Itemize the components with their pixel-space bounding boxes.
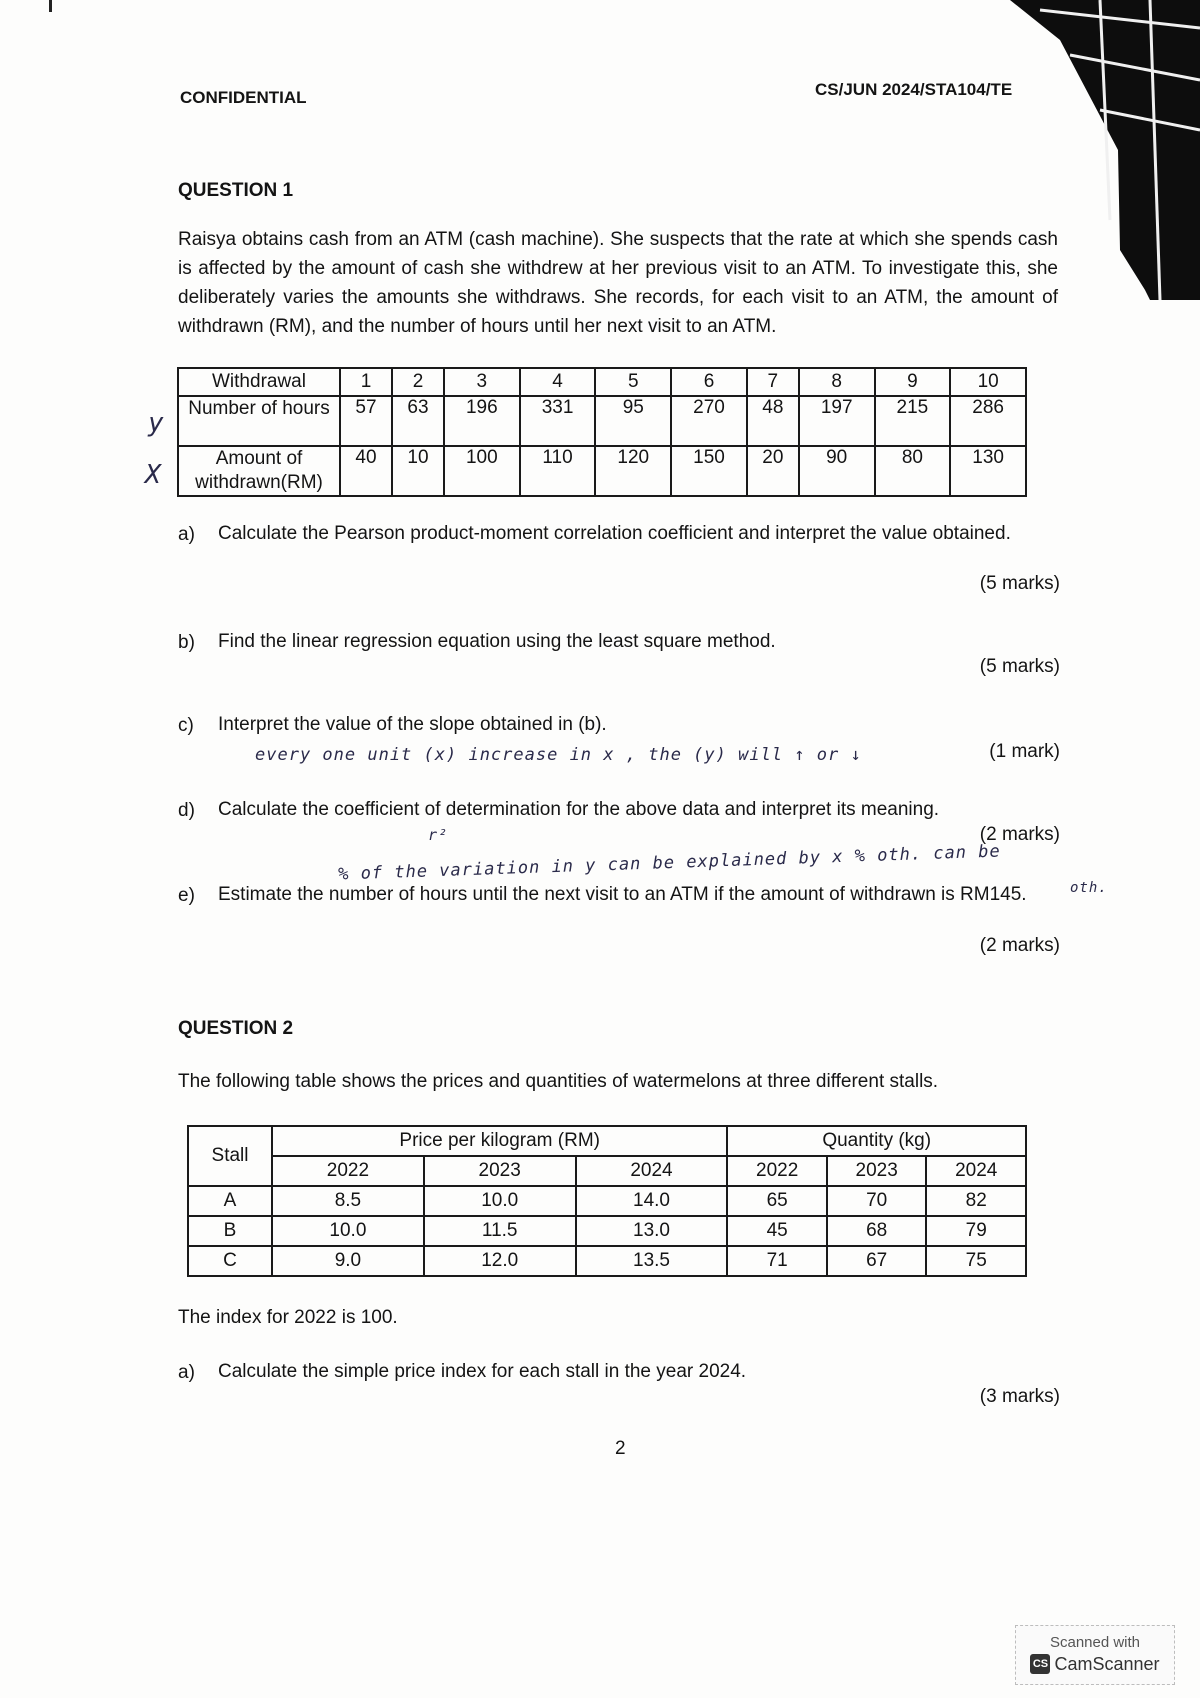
table-row: [178, 368, 1026, 396]
table-cell: 10: [392, 446, 444, 496]
table-cell: 13.0: [576, 1216, 728, 1246]
question-2-title: QUESTION 2: [178, 1018, 294, 1039]
year-header: 2023: [827, 1156, 927, 1186]
table-cell: 100: [444, 446, 520, 496]
table-cell: 130: [950, 446, 1026, 496]
part-label: e): [178, 885, 195, 906]
table-row: [188, 1186, 1026, 1216]
watermelon-table: [187, 1125, 1027, 1277]
table-cell: 196: [444, 396, 520, 446]
table-cell: 63: [392, 396, 444, 446]
q2-part-a-text: Calculate the simple price index for each stall in the year 2024.: [218, 1361, 747, 1382]
scan-mark: [49, 0, 52, 12]
part-b-marks: (5 marks): [979, 656, 1060, 677]
table-row: [188, 1246, 1026, 1276]
table-cell: 1: [340, 368, 392, 396]
table-cell: 20: [747, 446, 799, 496]
table-cell: 67: [827, 1246, 927, 1276]
part-c-marks: (1 mark): [989, 741, 1060, 762]
part-e-marks: (2 marks): [979, 935, 1060, 956]
row-header: Amount of withdrawn(RM): [178, 446, 340, 496]
year-header: 2023: [424, 1156, 576, 1186]
table-cell: 71: [727, 1246, 827, 1276]
scanner-caption: Scanned with: [1049, 1634, 1141, 1651]
table-cell: 110: [520, 446, 596, 496]
table-cell: 10: [950, 368, 1026, 396]
stall-cell: C: [188, 1246, 272, 1276]
atm-data-table: [177, 367, 1027, 497]
table-cell: 48: [747, 396, 799, 446]
table-cell: 331: [520, 396, 596, 446]
table-cell: 8: [799, 368, 875, 396]
stall-cell: B: [188, 1216, 272, 1246]
table-cell: 270: [671, 396, 747, 446]
table-cell: 5: [595, 368, 671, 396]
table-cell: 9: [875, 368, 951, 396]
table-cell: 68: [827, 1216, 927, 1246]
table-cell: 10.0: [272, 1216, 424, 1246]
paper-code: CS/JUN 2024/STA104/TE: [815, 80, 1013, 99]
table-row: [188, 1216, 1026, 1246]
part-label: a): [178, 1362, 195, 1383]
handwritten-answer-d: % of the variation in y can be explained by x % oth. can be: [337, 841, 1002, 885]
question-1-title: QUESTION 1: [178, 180, 294, 201]
row-header: Number of hours: [178, 396, 340, 446]
row-header: Withdrawal: [178, 368, 340, 396]
page-number: 2: [615, 1438, 626, 1459]
table-cell: 79: [926, 1216, 1026, 1246]
part-d-text: Calculate the coefficient of determination for the above data and interpret its meaning.: [218, 799, 940, 820]
table-row: [178, 446, 1026, 496]
part-label: b): [178, 632, 195, 653]
table-cell: 286: [950, 396, 1026, 446]
table-cell: 80: [875, 446, 951, 496]
stall-header: Stall: [188, 1126, 272, 1186]
confidential-label: CONFIDENTIAL: [180, 88, 307, 107]
table-cell: 12.0: [424, 1246, 576, 1276]
part-label: a): [178, 524, 195, 545]
table-row: [178, 396, 1026, 446]
year-header: 2022: [272, 1156, 424, 1186]
table-cell: 70: [827, 1186, 927, 1216]
table-cell: 7: [747, 368, 799, 396]
table-cell: 40: [340, 446, 392, 496]
part-e-text: Estimate the number of hours until the next visit to an ATM if the amount of withdrawn is RM145.: [218, 884, 1027, 905]
camscanner-badge: [1015, 1625, 1175, 1685]
part-c-text: Interpret the value of the slope obtained in (b).: [218, 714, 607, 735]
table-cell: 197: [799, 396, 875, 446]
scanner-brand: CamScanner: [1054, 1653, 1160, 1674]
table-cell: 150: [671, 446, 747, 496]
handwritten-r-squared: r²: [428, 826, 449, 844]
table-cell: 13.5: [576, 1246, 728, 1276]
table-cell: 8.5: [272, 1186, 424, 1216]
part-a-text: Calculate the Pearson product-moment correlation coefficient and interpret the value obtained.: [218, 523, 1011, 544]
part-label: d): [178, 800, 195, 821]
quantity-header: Quantity (kg): [727, 1126, 1026, 1156]
margin-note-y: y: [148, 408, 165, 438]
table-cell: 82: [926, 1186, 1026, 1216]
table-cell: 95: [595, 396, 671, 446]
table-cell: 215: [875, 396, 951, 446]
q2-part-a-marks: (3 marks): [979, 1386, 1060, 1407]
table-row: [188, 1126, 1026, 1156]
table-cell: 57: [340, 396, 392, 446]
price-header: Price per kilogram (RM): [272, 1126, 727, 1156]
table-cell: 3: [444, 368, 520, 396]
table-row: [188, 1156, 1026, 1186]
table-cell: 75: [926, 1246, 1026, 1276]
year-header: 2024: [926, 1156, 1026, 1186]
table-cell: 4: [520, 368, 596, 396]
part-label: c): [178, 715, 194, 736]
stall-cell: A: [188, 1186, 272, 1216]
part-a-marks: (5 marks): [979, 573, 1060, 594]
year-header: 2024: [576, 1156, 728, 1186]
year-header: 2022: [727, 1156, 827, 1186]
table-cell: 2: [392, 368, 444, 396]
table-cell: 120: [595, 446, 671, 496]
question-2-intro: The following table shows the prices and quantities of watermelons at three different stalls.: [178, 1071, 939, 1092]
part-d-marks: (2 marks): [979, 824, 1060, 845]
table-cell: 45: [727, 1216, 827, 1246]
camscanner-logo-icon: CS: [1030, 1654, 1050, 1674]
table-cell: 14.0: [576, 1186, 728, 1216]
table-cell: 11.5: [424, 1216, 576, 1246]
table-cell: 10.0: [424, 1186, 576, 1216]
margin-note-x: X: [145, 460, 162, 490]
table-cell: 90: [799, 446, 875, 496]
question-1-intro: Raisya obtains cash from an ATM (cash machine). She suspects that the rate at which she spends cash is affected by the amount of cash she withdrew at her previous visit to an ATM. To investigate this, she deliberately varies the amounts she withdraws. She records, for each visit to an ATM, the amount of withdrawn (RM), and the number of hours until her next visit to an ATM.: [178, 229, 1058, 337]
table-cell: 9.0: [272, 1246, 424, 1276]
index-note: The index for 2022 is 100.: [178, 1307, 398, 1328]
table-cell: 6: [671, 368, 747, 396]
handwritten-note-e: oth.: [1070, 880, 1108, 896]
handwritten-answer-c: every one unit (x) increase in x , the (y) will ↑ or ↓: [255, 745, 862, 765]
table-cell: 65: [727, 1186, 827, 1216]
scanner-brand-line: [1016, 1653, 1174, 1675]
part-b-text: Find the linear regression equation using the least square method.: [218, 631, 776, 652]
